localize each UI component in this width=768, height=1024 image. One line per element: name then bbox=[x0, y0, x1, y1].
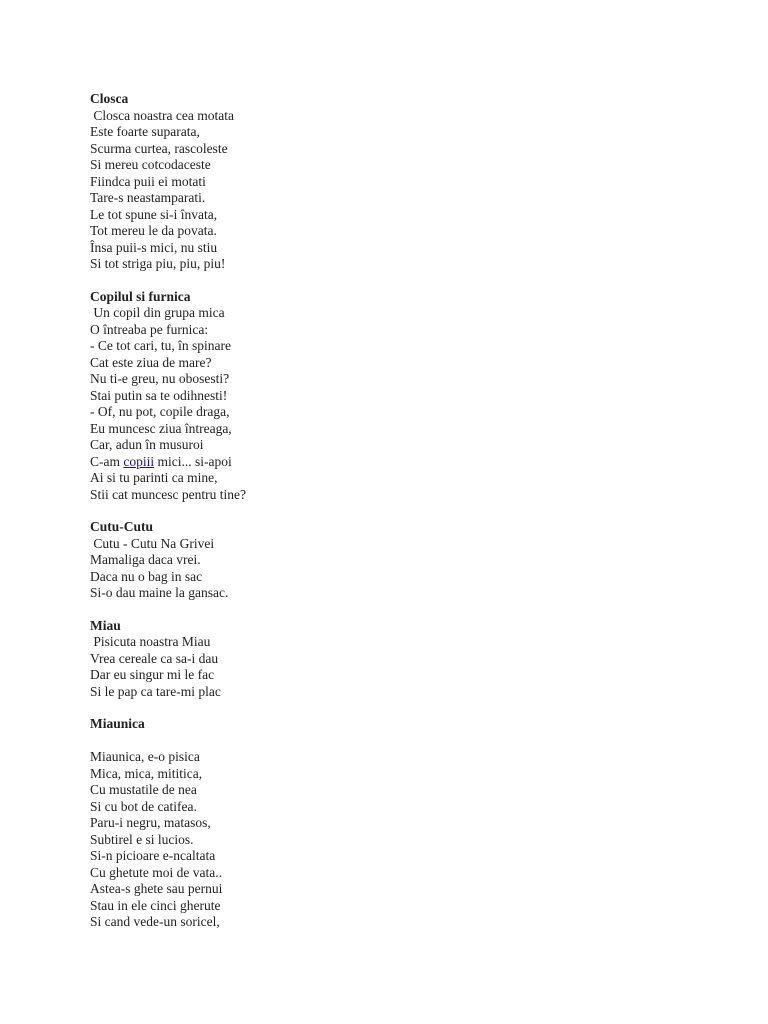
poem-line: Si mereu cotcodaceste bbox=[90, 157, 211, 172]
poem-line: Astea-s ghete sau pernui bbox=[90, 881, 223, 896]
poem-copilul-si-furnica bbox=[90, 289, 730, 504]
poem-line: Si le pap ca tare-mi plac bbox=[90, 683, 221, 699]
poem-line: Cu ghetute moi de vata.. bbox=[90, 864, 222, 880]
poem-line: Si cu bot de catifea. bbox=[90, 798, 197, 814]
poem-line: Scurma curtea, rascoleste bbox=[90, 140, 228, 156]
poem-line: Subtirel e si lucios. bbox=[90, 831, 194, 847]
poem-line: Cat este ziua de mare? bbox=[90, 354, 212, 370]
poem-line: Nu ti-e greu, nu obosesti? bbox=[90, 371, 230, 386]
poem-line: Closca noastra cea motata bbox=[90, 107, 234, 123]
poem-line: Miaunica, e-o pisica bbox=[90, 749, 200, 764]
poem-line: Daca nu o bag in sac bbox=[90, 568, 203, 584]
poem-line: Mica, mica, mititica, bbox=[90, 765, 203, 781]
poem-line: - Of, nu pot, copile draga, bbox=[90, 404, 230, 419]
poem-line: Paru-i negru, matasos, bbox=[90, 815, 211, 830]
poem-line: Tot mereu le da povata. bbox=[90, 223, 217, 238]
poem-line: Mamaliga daca vrei. bbox=[90, 552, 201, 567]
poem-line: Eu muncesc ziua întreaga, bbox=[90, 420, 232, 436]
poem-title: Cutu-Cutu bbox=[90, 519, 154, 534]
poem-line: Stii cat muncesc pentru tine? bbox=[90, 486, 246, 502]
poem-title: Miaunica bbox=[90, 716, 145, 731]
poem-line: Si-n picioare e-ncaltata bbox=[90, 848, 216, 863]
poem-title: Closca bbox=[90, 91, 129, 106]
copiii-link[interactable]: copiii bbox=[123, 453, 155, 469]
poem-line: Este foarte suparata, bbox=[90, 124, 200, 139]
poem-line: - Ce tot cari, tu, în spinare bbox=[90, 338, 231, 353]
poem-cutu-cutu bbox=[90, 519, 730, 602]
poem-miaunica bbox=[90, 716, 730, 931]
poem-line: O întreaba pe furnica: bbox=[90, 321, 209, 337]
poem-line: Pisicuta noastra Miau bbox=[90, 634, 211, 649]
poem-title: Copilul si furnica bbox=[90, 288, 191, 304]
poem-line: Car, adun în musuroi bbox=[90, 437, 204, 452]
poem-line: Si-o dau maine la gansac. bbox=[90, 585, 229, 600]
poem-line: Ai si tu parinti ca mine, bbox=[90, 470, 218, 485]
poem-line: Dar eu singur mi le fac bbox=[90, 667, 215, 682]
poem-line-with-link bbox=[90, 454, 730, 471]
poem-line: Le tot spune si-i învata, bbox=[90, 206, 218, 222]
poem-line: Fiindca puii ei motati bbox=[90, 173, 206, 189]
poem-line: Însa puii-s mici, nu stiu bbox=[90, 239, 218, 255]
poem-line-text-before: C-am bbox=[90, 453, 124, 469]
document-page bbox=[90, 91, 730, 931]
poem-miau bbox=[90, 618, 730, 701]
poem-title: Miau bbox=[90, 617, 121, 633]
poem-line: Cu mustatile de nea bbox=[90, 782, 197, 797]
poem-line: Tare-s neastamparati. bbox=[90, 190, 206, 205]
poem-line: Si tot striga piu, piu, piu! bbox=[90, 256, 226, 271]
poem-line: Un copil din grupa mica bbox=[90, 305, 225, 320]
poem-line: Stau in ele cinci gherute bbox=[90, 897, 221, 913]
poem-line-text-after: mici... si-apoi bbox=[154, 453, 232, 469]
poem-line: Si cand vede-un soricel, bbox=[90, 914, 220, 929]
poem-line: Stai putin sa te odihnesti! bbox=[90, 387, 228, 403]
poem-line: Cutu - Cutu Na Grivei bbox=[90, 535, 215, 551]
poem-closca bbox=[90, 91, 730, 273]
poem-line: Vrea cereale ca sa-i dau bbox=[90, 650, 219, 666]
